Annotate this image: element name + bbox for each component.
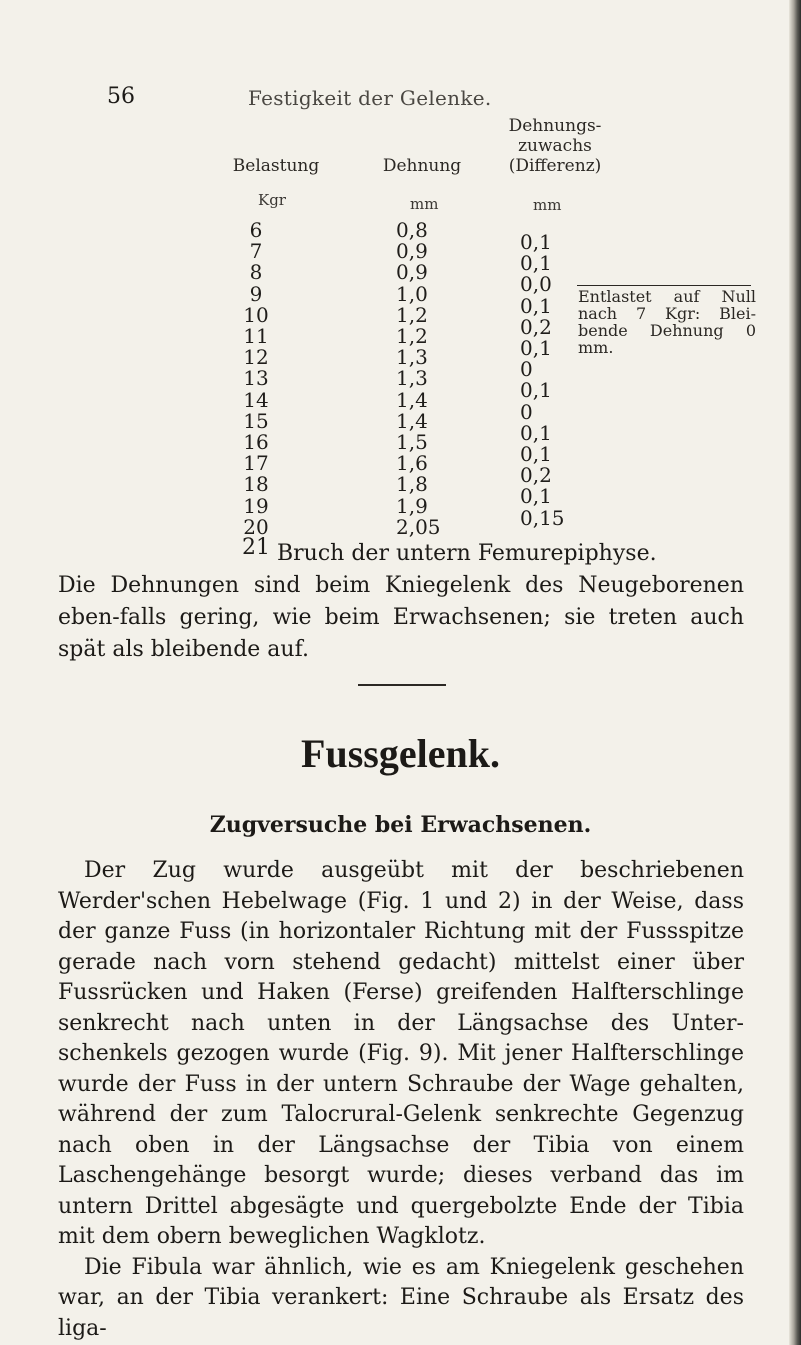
dehnung-cell: 1,0 xyxy=(396,281,428,306)
dehnung-cell: 2,05 xyxy=(396,514,441,539)
unload-note: Entlastet auf Null nach 7 Kgr: Blei-bende Dehnung 0 mm. xyxy=(578,287,756,357)
zuwachs-cell: 0,2 xyxy=(520,463,552,488)
dehnung-cell: 1,2 xyxy=(396,324,428,348)
dehnung-cell: 1,3 xyxy=(396,345,428,370)
load-cell: 13 xyxy=(243,366,269,391)
section-divider xyxy=(358,684,446,686)
load-cell: 14 xyxy=(243,387,269,412)
zuwachs-cell: 0,1 xyxy=(520,442,552,466)
load-cell: 17 xyxy=(243,451,269,476)
load-cell: 9 xyxy=(249,281,263,306)
zuwachs-cell: 0,1 xyxy=(520,293,552,318)
dehnung-cell: 0,9 xyxy=(396,239,428,264)
load-cell: 11 xyxy=(243,324,269,348)
dehnung-cell: 1,6 xyxy=(396,451,428,476)
section-paragraph-1: Der Zug wurde ausgeübt mit der beschriebenen Werder'schen Hebelwage (Fig. 1 und 2) in der Weise, dass der ganze Fuss (in horizontaler Richtung mit der Fussspitze gerade nach vorn stehend gedacht) mittelst einer über Fussrücken und Haken (Ferse) greifenden Halfterschlinge senkrecht nach unten in der Längsachse des Unter-schenkels gezogen wurde (Fig. 9). Mit jener Halfterschlinge wurde der Fuss in der untern Schraube der Wage gehalten, während der zum Talocrural-Gelenk senkrechte Gegenzug nach oben in der Längsachse der Tibia von einem Laschengehänge besorgt wurde; dieses verband das im untern Drittel abgesägte und quergebolzte Ende der Tibia mit dem obern beweglichen Wagklotz. xyxy=(58,858,744,1249)
fracture-row-text: Bruch der untern Femurepiphyse. xyxy=(277,541,657,566)
col-head-zuwachs: Dehnungs- zuwachs (Differenz) xyxy=(508,116,602,176)
dehnung-cell: 1,2 xyxy=(396,302,428,327)
page-edge xyxy=(789,0,801,1345)
zuwachs-cell: 0,1 xyxy=(520,336,552,360)
dehnung-cell: 1,4 xyxy=(396,387,428,412)
paragraph-kniegelenk: Die Dehnungen sind beim Kniegelenk des Neugeborenen eben-falls gering, wie beim Erwachsenen; sie treten auch spät als bleibende auf. xyxy=(58,573,744,662)
section-subtitle: Zugversuche bei Erwachsenen. xyxy=(209,812,592,838)
unit-kgr: Kgr xyxy=(258,191,286,209)
unit-mm-zuwachs: mm xyxy=(533,196,562,214)
dehnung-cell: 0,9 xyxy=(396,260,428,285)
note-rule xyxy=(577,285,751,286)
col-head-belastung: Belastung xyxy=(232,156,320,176)
dehnung-cell: 1,9 xyxy=(396,493,428,518)
page-number: 56 xyxy=(107,84,135,109)
load-cell: 18 xyxy=(243,472,269,497)
dehnung-cell: 1,5 xyxy=(396,430,428,454)
load-cell: 20 xyxy=(243,514,269,539)
load-cell: 10 xyxy=(243,302,269,327)
zuwachs-cell: 0,15 xyxy=(520,505,565,530)
section-body xyxy=(58,856,744,1344)
load-cell: 15 xyxy=(243,408,269,433)
load-cell: 6 xyxy=(249,218,263,242)
col-head-dehnung: Dehnung xyxy=(382,156,462,176)
unit-mm-dehnung: mm xyxy=(410,195,439,213)
dehnung-cell: 1,8 xyxy=(396,472,428,497)
load-cell: 12 xyxy=(243,345,269,370)
load-cell: 21 xyxy=(242,535,270,560)
load-cell: 8 xyxy=(249,260,263,285)
section-paragraph-2: Die Fibula war ähnlich, wie es am Kniegelenk geschehen war, an der Tibia verankert: Eine Schraube als Ersatz des liga- xyxy=(58,1254,744,1341)
running-title: Festigkeit der Gelenke. xyxy=(248,86,492,110)
zuwachs-cell: 0,1 xyxy=(520,484,552,509)
zuwachs-cell: 0 xyxy=(520,357,533,382)
zuwachs-cell: 0 xyxy=(520,399,533,424)
load-cell: 16 xyxy=(243,430,269,454)
zuwachs-cell: 0,1 xyxy=(520,230,552,254)
zuwachs-cell: 0,1 xyxy=(520,378,552,403)
zuwachs-cell: 0,1 xyxy=(520,420,552,445)
zuwachs-cell: 0,2 xyxy=(520,314,552,339)
zuwachs-cell: 0,1 xyxy=(520,251,552,276)
section-title: Fussgelenk. xyxy=(301,731,500,776)
load-cell: 19 xyxy=(243,493,269,518)
load-cell: 7 xyxy=(249,239,263,264)
zuwachs-cell: 0,0 xyxy=(520,272,552,297)
dehnung-cell: 1,3 xyxy=(396,366,428,391)
dehnung-cell: 1,4 xyxy=(396,408,428,433)
dehnung-cell: 0,8 xyxy=(396,218,428,242)
